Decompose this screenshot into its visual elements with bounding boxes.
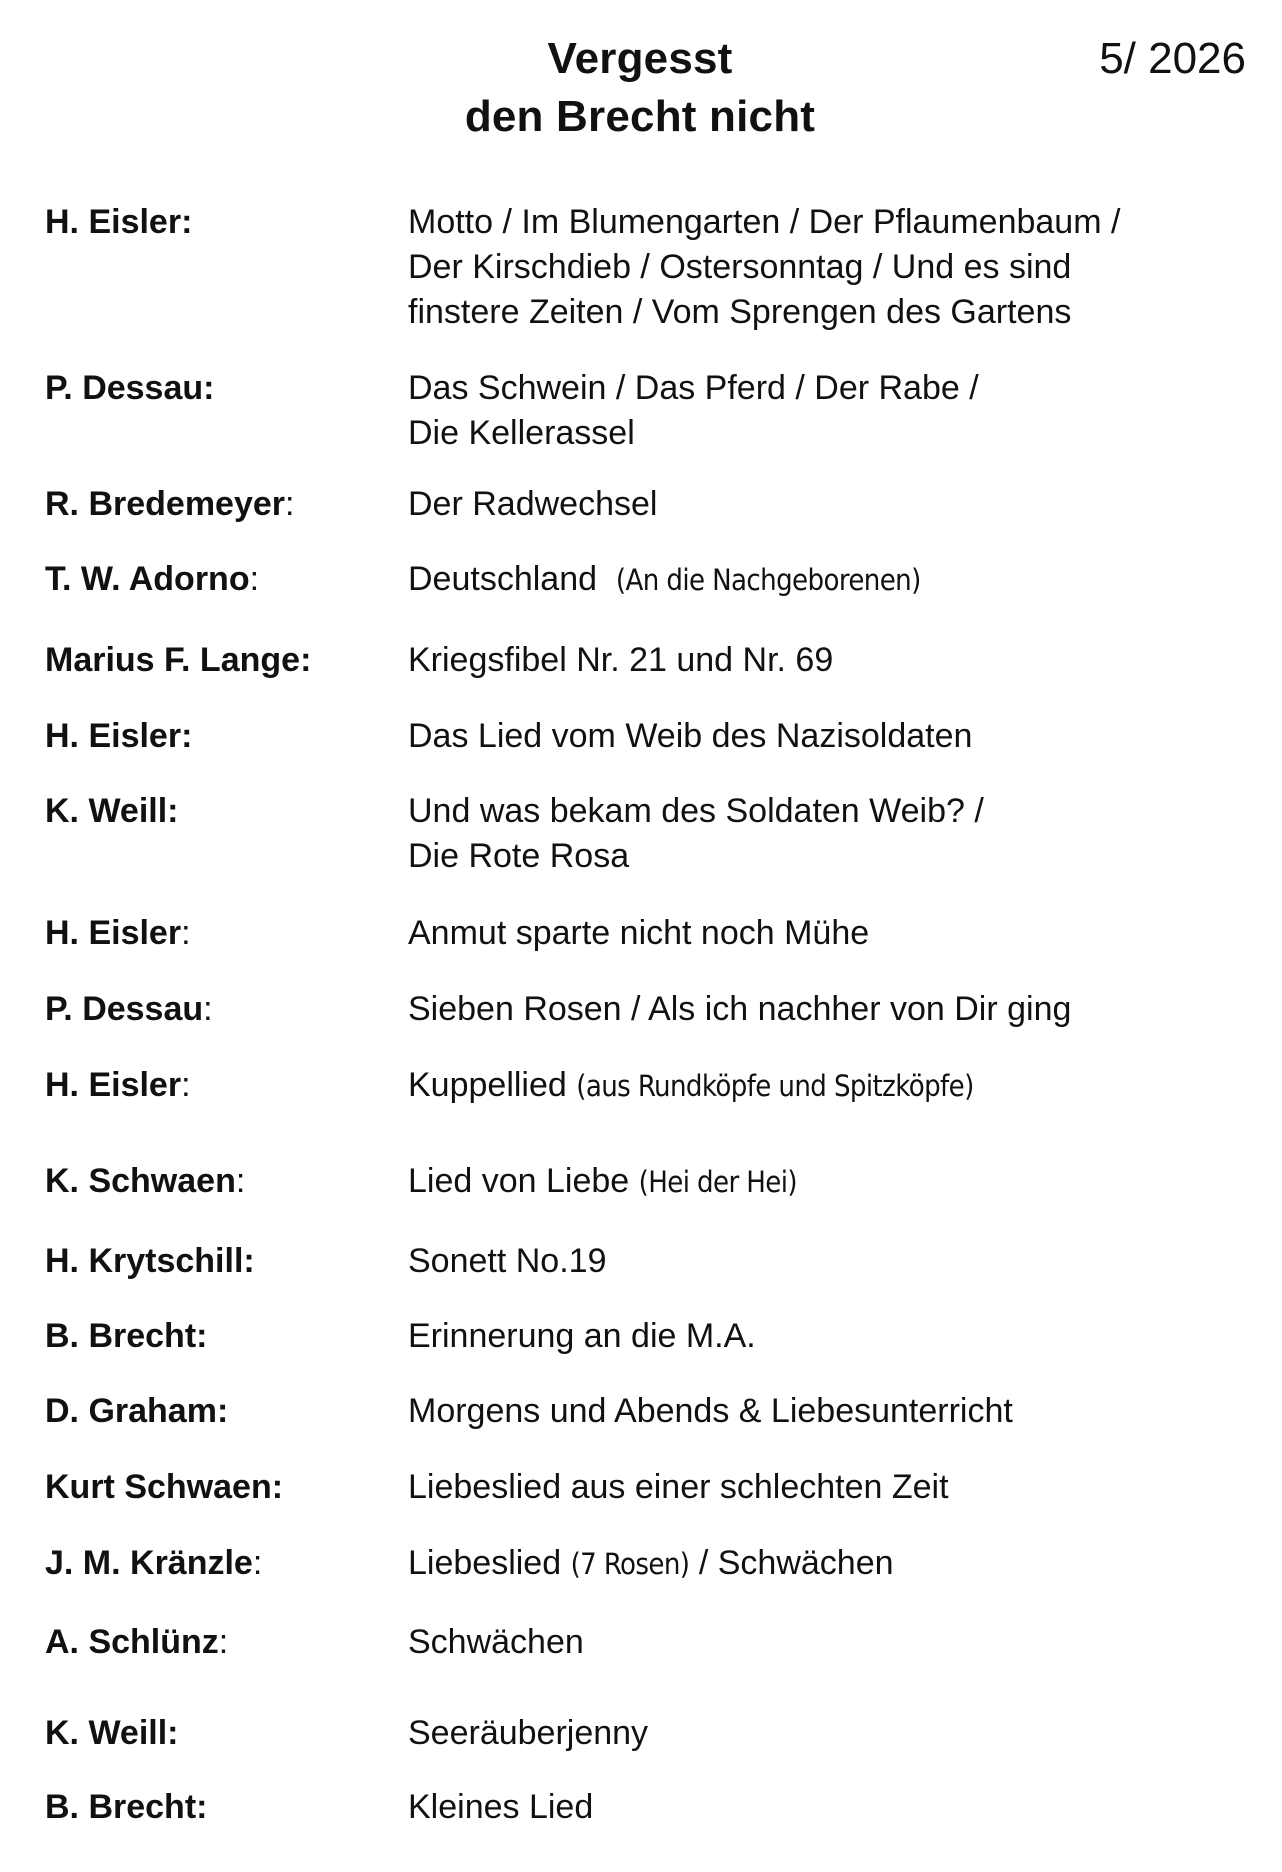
- work-title-text: Seeräuberjenny: [408, 1714, 649, 1752]
- composer-name: [45, 1389, 395, 1434]
- work-titles: [408, 200, 1228, 335]
- work-title-text: Schwächen: [408, 1623, 584, 1661]
- composer-colon: :: [167, 1714, 179, 1752]
- work-title-text: Erinnerung an die M.A.: [408, 1317, 756, 1355]
- work-title-line: [408, 411, 1228, 456]
- work-title-text: Liebeslied aus einer schlechten Zeit: [408, 1468, 949, 1506]
- composer-name-text: H. Eisler: [45, 914, 182, 952]
- composer-name: [45, 1620, 395, 1665]
- composer-name: [45, 1063, 395, 1108]
- work-title-line: [408, 1711, 1228, 1756]
- work-titles: [408, 1465, 1228, 1510]
- composer-name-text: K. Weill: [45, 1714, 168, 1752]
- composer-name: [45, 638, 395, 683]
- composer-name: [45, 789, 395, 834]
- composer-name: [45, 1711, 395, 1756]
- work-title-line: [408, 1465, 1228, 1510]
- composer-name: [45, 1314, 395, 1359]
- work-note: (Hei der Hei): [638, 1165, 797, 1199]
- composer-colon: :: [271, 1468, 284, 1506]
- composer-name-text: H. Eisler: [45, 1066, 182, 1104]
- page-title: [420, 30, 860, 146]
- work-title-line: [408, 1063, 1228, 1109]
- work-titles: [408, 482, 1228, 527]
- composer-name: [45, 1785, 395, 1830]
- composer-name: [45, 557, 395, 602]
- work-titles: [408, 557, 1228, 603]
- work-title-text: Anmut sparte nicht noch Mühe: [408, 914, 870, 952]
- work-title-text: Kuppellied: [408, 1066, 577, 1104]
- composer-name-text: K. Schwaen: [45, 1162, 236, 1200]
- composer-name-text: B. Brecht: [45, 1788, 197, 1826]
- work-note: (An die Nachgeborenen): [615, 563, 921, 597]
- work-title-text: Die Kellerassel: [408, 414, 635, 452]
- composer-colon: :: [285, 485, 295, 523]
- work-title-text: Kriegsfibel Nr. 21 und Nr. 69: [408, 641, 834, 679]
- composer-name: [45, 1239, 395, 1284]
- work-title-text: Kleines Lied: [408, 1788, 594, 1826]
- work-title-line: [408, 1620, 1228, 1665]
- composer-name-text: T. W. Adorno: [45, 560, 250, 598]
- work-title-line: [408, 638, 1228, 683]
- work-title-line: [408, 1785, 1228, 1830]
- work-title-line: [408, 1314, 1228, 1359]
- work-titles: [408, 1541, 1228, 1587]
- composer-name-text: R. Bredemeyer: [45, 485, 286, 523]
- work-title-line: [408, 557, 1228, 603]
- composer-colon: :: [181, 717, 193, 755]
- composer-name-text: A. Schlünz: [45, 1623, 219, 1661]
- title-line-2: den Brecht nicht: [464, 92, 816, 141]
- work-titles: [408, 714, 1228, 759]
- work-titles: [408, 1159, 1228, 1205]
- composer-name-text: P. Dessau: [45, 990, 204, 1028]
- work-titles: [408, 1239, 1228, 1284]
- composer-colon: :: [300, 641, 312, 679]
- work-title-text: Liebeslied: [408, 1544, 571, 1582]
- work-title-line: [408, 1541, 1228, 1587]
- work-titles: [408, 1785, 1228, 1830]
- composer-colon: :: [235, 1162, 246, 1200]
- composer-name-text: J. M. Kränzle: [45, 1544, 253, 1582]
- composer-name-text: B. Brecht: [45, 1317, 197, 1355]
- work-title-text: Motto / Im Blumengarten / Der Pflaumenbaum /: [408, 203, 1121, 241]
- work-title-line: [408, 714, 1228, 759]
- composer-colon: :: [203, 369, 215, 407]
- work-title-text: Deutschland: [408, 560, 616, 598]
- work-title-line: [408, 987, 1228, 1032]
- work-title-line: [408, 834, 1228, 879]
- work-titles: [408, 366, 1228, 456]
- work-title-text: Die Rote Rosa: [408, 837, 630, 875]
- composer-name-text: Marius F. Lange: [45, 641, 301, 679]
- work-title-text: Lied von Liebe: [408, 1162, 639, 1200]
- composer-colon: :: [243, 1242, 255, 1280]
- composer-name-text: H. Eisler: [45, 203, 182, 241]
- composer-colon: :: [203, 990, 213, 1028]
- work-note: (7 Rosen): [570, 1547, 690, 1581]
- work-note: (aus Rundköpfe und Spitzköpfe): [576, 1069, 974, 1103]
- work-title-text: Sieben Rosen / Als ich nachher von Dir ging: [408, 990, 1072, 1028]
- composer-name: [45, 366, 395, 411]
- composer-name: [45, 1465, 395, 1510]
- work-title-line: [408, 482, 1228, 527]
- work-title-text: Das Schwein / Das Pferd / Der Rabe /: [408, 369, 979, 407]
- work-title-text: Und was bekam des Soldaten Weib? /: [408, 792, 984, 830]
- title-line-1: Vergesst: [547, 34, 733, 83]
- work-title-text: finstere Zeiten / Vom Sprengen des Gartens: [408, 293, 1072, 331]
- composer-name-text: Kurt Schwaen: [45, 1468, 272, 1506]
- composer-name: [45, 714, 395, 759]
- work-titles: [408, 638, 1228, 683]
- composer-name: [45, 911, 395, 956]
- work-title-line: [408, 366, 1228, 411]
- composer-name-text: D. Graham: [45, 1392, 217, 1430]
- composer-name: [45, 482, 395, 527]
- composer-colon: :: [196, 1788, 208, 1826]
- work-title-line: [408, 245, 1228, 290]
- work-title-line: [408, 200, 1228, 245]
- composer-name-text: H. Krytschill: [45, 1242, 244, 1280]
- composer-colon: :: [167, 792, 179, 830]
- work-titles: [408, 1063, 1228, 1109]
- issue-number: 5/ 2026: [1099, 34, 1246, 83]
- composer-colon: :: [216, 1392, 229, 1430]
- composer-colon: :: [196, 1317, 208, 1355]
- work-title-line: [408, 290, 1228, 335]
- composer-name-text: K. Weill: [45, 792, 168, 830]
- composer-name-text: H. Eisler: [45, 717, 182, 755]
- work-titles: [408, 987, 1228, 1032]
- work-title-text: Morgens und Abends & Liebesunterricht: [408, 1392, 1013, 1430]
- work-title-text: Sonett No.19: [408, 1242, 607, 1280]
- composer-colon: :: [181, 203, 193, 241]
- work-title-line: [408, 1389, 1228, 1434]
- composer-colon: :: [218, 1623, 229, 1661]
- composer-colon: :: [249, 560, 260, 598]
- work-title-text: / Schwächen: [689, 1544, 894, 1582]
- work-title-text: Das Lied vom Weib des Nazisoldaten: [408, 717, 973, 755]
- work-titles: [408, 789, 1228, 879]
- work-title-line: [408, 1159, 1228, 1205]
- work-title-text: Der Radwechsel: [408, 485, 658, 523]
- work-titles: [408, 1711, 1228, 1756]
- composer-colon: :: [181, 914, 191, 952]
- work-titles: [408, 1314, 1228, 1359]
- composer-name: [45, 1159, 395, 1204]
- work-titles: [408, 1389, 1228, 1434]
- composer-name-text: P. Dessau: [45, 369, 204, 407]
- composer-colon: :: [181, 1066, 191, 1104]
- composer-colon: :: [252, 1544, 263, 1582]
- composer-name: [45, 200, 395, 245]
- composer-name: [45, 987, 395, 1032]
- work-title-text: Der Kirschdieb / Ostersonntag / Und es sind: [408, 248, 1072, 286]
- work-title-line: [408, 789, 1228, 834]
- work-titles: [408, 1620, 1228, 1665]
- work-title-line: [408, 911, 1228, 956]
- composer-name: [45, 1541, 395, 1586]
- work-title-line: [408, 1239, 1228, 1284]
- work-titles: [408, 911, 1228, 956]
